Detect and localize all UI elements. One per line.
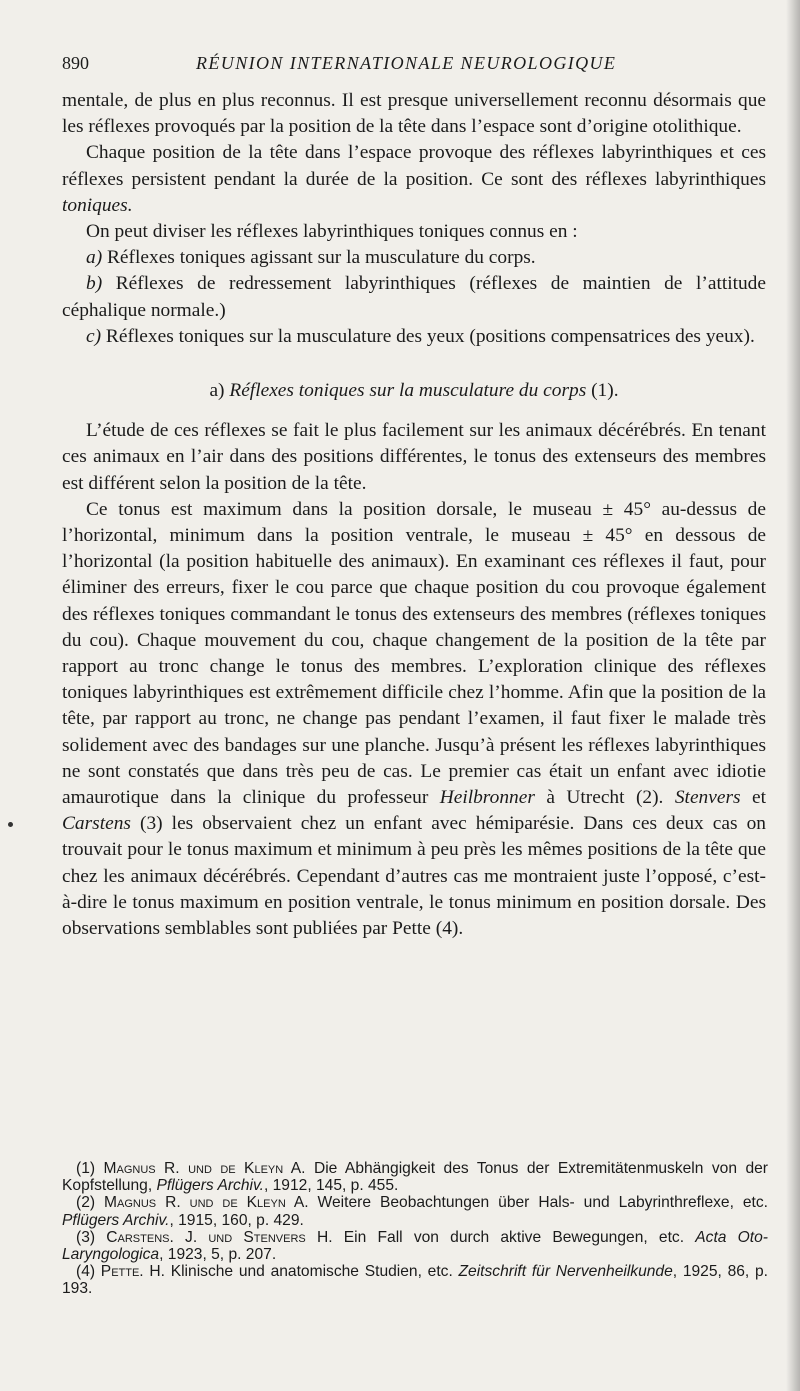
list-marker: c)	[86, 325, 102, 347]
ink-speck	[8, 822, 13, 827]
footnote-journal: Pflügers Archiv.	[62, 1211, 170, 1229]
list-text: Réflexes toniques agissant sur la musculature du corps.	[102, 247, 536, 269]
footnote-text: , 1923, 5, p. 207.	[159, 1246, 277, 1264]
list-text: Réflexes toniques sur la musculature des yeux (positions compensatrices des yeux).	[101, 325, 755, 347]
footnote-text: Weitere Beobachtungen über Hals- und Labyrinthreflexe, etc.	[308, 1194, 769, 1212]
body-text	[62, 88, 766, 942]
footnote-3	[62, 1229, 768, 1263]
paragraph-text: et	[740, 787, 766, 809]
list-item-c	[62, 324, 766, 350]
footnote-journal: Acta Oto-Laryngologica	[62, 1228, 768, 1264]
name-stenvers: Stenvers	[674, 787, 741, 809]
name-heilbronner: Heilbronner	[439, 787, 535, 809]
footnote-journal: Zeitschrift für Nervenheilkunde	[458, 1263, 673, 1281]
footnote-text: Klinische und anatomische Studien, etc.	[164, 1263, 459, 1281]
footnote-1	[62, 1160, 768, 1194]
footnote-authors: Pette. H.	[100, 1263, 165, 1281]
footnote-text: Die Abhängigkeit des Tonus der Extremitätenmuskeln von der Kopfstellung,	[62, 1160, 768, 1195]
list-item-b	[62, 271, 766, 323]
footnote-number: (3)	[76, 1228, 107, 1246]
paragraph-classification: On peut diviser les réflexes labyrinthiques toniques connus en :	[86, 221, 578, 243]
footnote-authors: Magnus R. und de Kleyn A.	[103, 1160, 306, 1177]
paragraph-text: (3) les observaient chez un enfant avec hémiparésie. Dans ces deux cas on trouvait pour le tonus maximum et minimum à peu près les mêmes positions de la tête que chez les animaux décérébrés. Cependant d’autres cas me montraient juste l’opposé, c’est-à-dire le tonus maximum en position ventrale, le tonus minimum en position dorsale. Des observations semblables sont publiées par Pette (4).	[62, 813, 766, 940]
running-title: RÉUNION INTERNATIONALE NEUROLOGIQUE	[196, 53, 617, 73]
footnote-number: (2)	[76, 1194, 105, 1212]
list-marker: a)	[86, 247, 103, 269]
list-marker: b)	[86, 273, 103, 295]
footnote-journal: Pflügers Archiv.	[156, 1177, 264, 1195]
emphasis-toniques: toniques.	[62, 194, 133, 216]
footnote-4	[62, 1263, 768, 1297]
paragraph-text: Ce tonus est maximum dans la position dorsale, le museau ± 45° au-dessus de l’horizontal, minimum dans la position ventrale, le museau ± 45° en dessous de l’horizontal (la position habituelle des animaux). En examinant ces réflexes il faut, pour éliminer des erreurs, fixer le cou parce que chaque position du cou provoque également des réflexes toniques commandant le tonus des extenseurs des membres (réflexes toniques du cou). Chaque mouvement du cou, chaque changement de la position de la tête par rapport au tronc change le tonus des membres. L’exploration clinique des réflexes toniques labyrinthiques est extrêmement difficile chez l’homme. Afin que la position de la tête, par rapport au tronc, ne change pas pendant l’examen, il faut fixer le malade très solidement avec des bandages sur une planche. Jusqu’à présent les réflexes labyrinthiques ne sont constatés que dans très peu de cas. Le premier cas était un enfant avec idiotie amaurotique dans la clinique du professeur	[62, 498, 766, 809]
paragraph-tonus-positions	[62, 497, 766, 942]
footnotes	[62, 1160, 768, 1298]
section-marker: a)	[209, 380, 230, 402]
paragraph-text: à Utrecht (2).	[534, 787, 675, 809]
spacer	[62, 404, 766, 418]
footnote-text: Ein Fall von durch aktive Bewegungen, etc.	[332, 1228, 696, 1246]
page-edge-shadow	[786, 0, 800, 1391]
paragraph-tonic-reflexes	[62, 140, 766, 219]
footnote-text: , 1912, 145, p. 455.	[263, 1177, 399, 1195]
paragraph-decerebrate: L’étude de ces réflexes se fait le plus facilement sur les animaux décérébrés. En tenant ces animaux en l’air dans des positions différentes, le tonus des extenseurs des membres est différent selon la position de la tête.	[62, 420, 766, 494]
footnote-number: (1)	[76, 1160, 104, 1177]
footnote-text: , 1925, 86, p. 193.	[62, 1263, 768, 1298]
footnote-text: , 1915, 160, p. 429.	[169, 1211, 304, 1229]
spacer	[62, 350, 766, 378]
section-note-ref: (1).	[586, 380, 619, 402]
running-header	[62, 50, 762, 76]
name-carstens: Carstens	[62, 813, 131, 835]
footnote-2	[62, 1194, 768, 1228]
footnote-number: (4)	[76, 1263, 101, 1281]
section-title: Réflexes toniques sur la musculature du corps	[229, 380, 587, 402]
page-number: 890	[62, 53, 89, 73]
paragraph-text: Chaque position de la tête dans l’espace provoque des réflexes labyrinthiques et ces réflexes persistent pendant la durée de la position. Ce sont des réflexes labyrinthiques	[62, 142, 766, 190]
paragraph-continuation: mentale, de plus en plus reconnus. Il est presque universellement reconnu désormais que les réflexes provoqués par la position de la tête dans l’espace sont d’origine otolithique.	[62, 90, 766, 138]
footnote-authors: Magnus R. und de Kleyn A.	[104, 1194, 309, 1212]
section-heading	[62, 378, 766, 404]
list-item-a	[62, 245, 766, 271]
footnote-authors: Carstens. J. und Stenvers H.	[106, 1228, 333, 1246]
list-text: Réflexes de redressement labyrinthiques (réflexes de maintien de l’attitude céphalique normale.)	[62, 273, 766, 321]
